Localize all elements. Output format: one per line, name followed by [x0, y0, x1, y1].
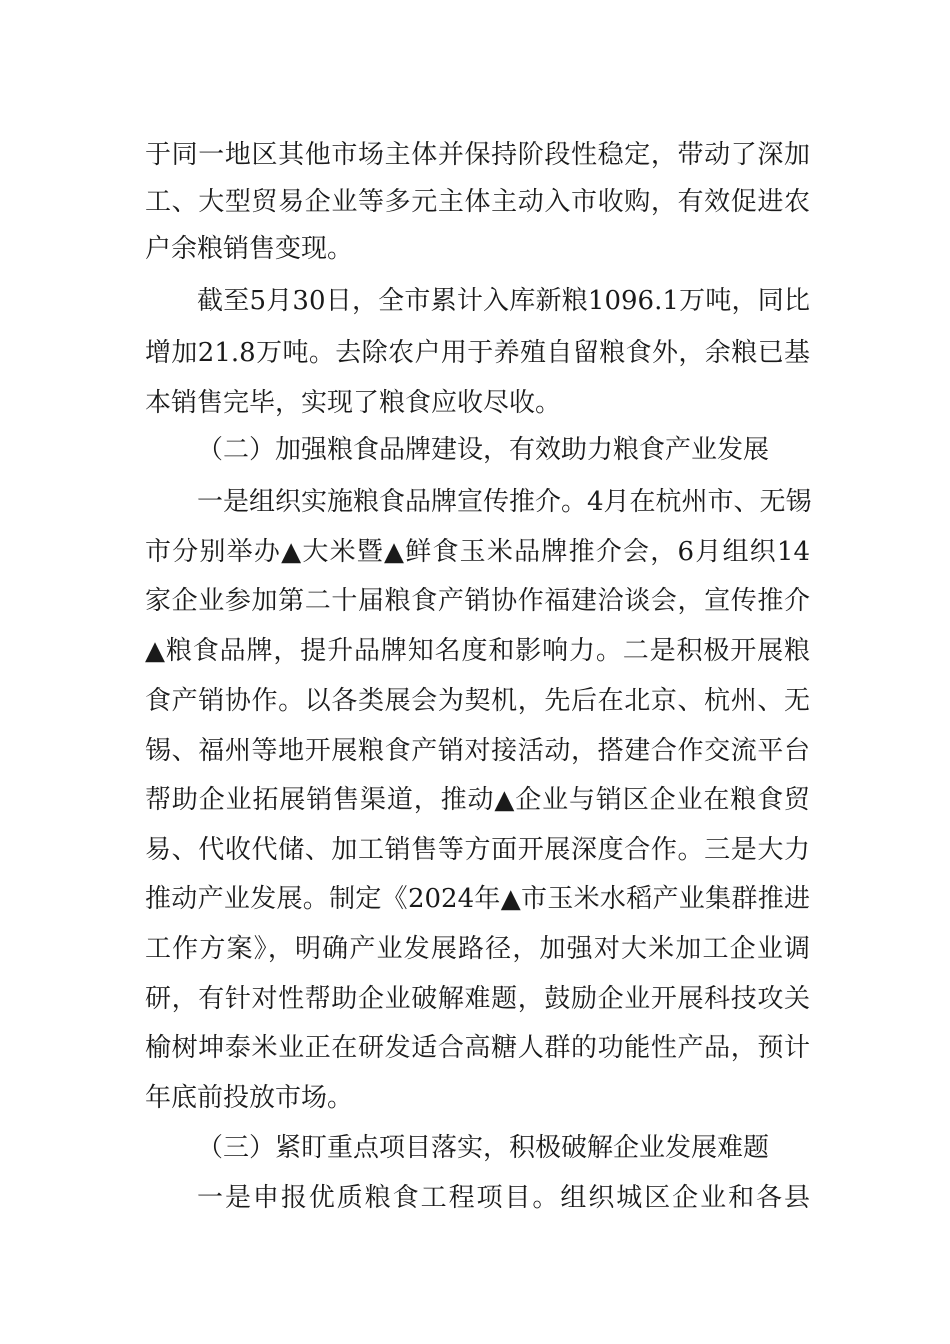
paragraph-line: 一是申报优质粮食工程项目。组织城区企业和各县	[197, 1183, 810, 1213]
paragraph-line: 本销售完毕，实现了粮食应收尽收。	[145, 388, 562, 418]
paragraph-line: ▲粮食品牌，提升品牌知名度和影响力。二是积极开展粮	[145, 636, 810, 666]
paragraph-line: 年底前投放市场。	[145, 1083, 354, 1113]
paragraph-line: 锡、福州等地开展粮食产销对接活动，搭建合作交流平台	[145, 736, 810, 766]
paragraph-line: 增加21.8万吨。去除农户用于养殖自留粮食外，余粮已基	[145, 338, 810, 368]
paragraph-line: 户余粮销售变现。	[145, 234, 354, 264]
paragraph-line: 食产销协作。以各类展会为契机，先后在北京、杭州、无	[145, 686, 810, 716]
paragraph-line: 帮助企业拓展销售渠道，推动▲企业与销区企业在粮食贸	[145, 785, 810, 815]
paragraph-line: 工、大型贸易企业等多元主体主动入市收购，有效促进农	[145, 187, 810, 217]
paragraph-line: 榆树坤泰米业正在研发适合高糖人群的功能性产品，预计	[145, 1033, 810, 1063]
paragraph-line: 推动产业发展。制定《2024年▲市玉米水稻产业集群推进	[145, 884, 810, 914]
paragraph-line: 市分别举办▲大米暨▲鲜食玉米品牌推介会，6月组织14	[145, 537, 810, 567]
section-heading: （二）加强粮食品牌建设，有效助力粮食产业发展	[197, 435, 770, 465]
paragraph-line: 工作方案》，明确产业发展路径，加强对大米加工企业调	[145, 934, 810, 964]
paragraph-line: 截至5月30日，全市累计入库新粮1096.1万吨，同比	[197, 286, 810, 316]
section-heading: （三）紧盯重点项目落实，积极破解企业发展难题	[197, 1133, 770, 1163]
paragraph-line: 一是组织实施粮食品牌宣传推介。4月在杭州市、无锡	[197, 487, 812, 517]
paragraph-line: 易、代收代储、加工销售等方面开展深度合作。三是大力	[145, 835, 810, 865]
paragraph-line: 于同一地区其他市场主体并保持阶段性稳定，带动了深加	[145, 140, 810, 170]
paragraph-line: 研，有针对性帮助企业破解难题，鼓励企业开展科技攻关	[145, 984, 810, 1014]
paragraph-line: 家企业参加第二十届粮食产销协作福建洽谈会，宣传推介	[145, 586, 810, 616]
